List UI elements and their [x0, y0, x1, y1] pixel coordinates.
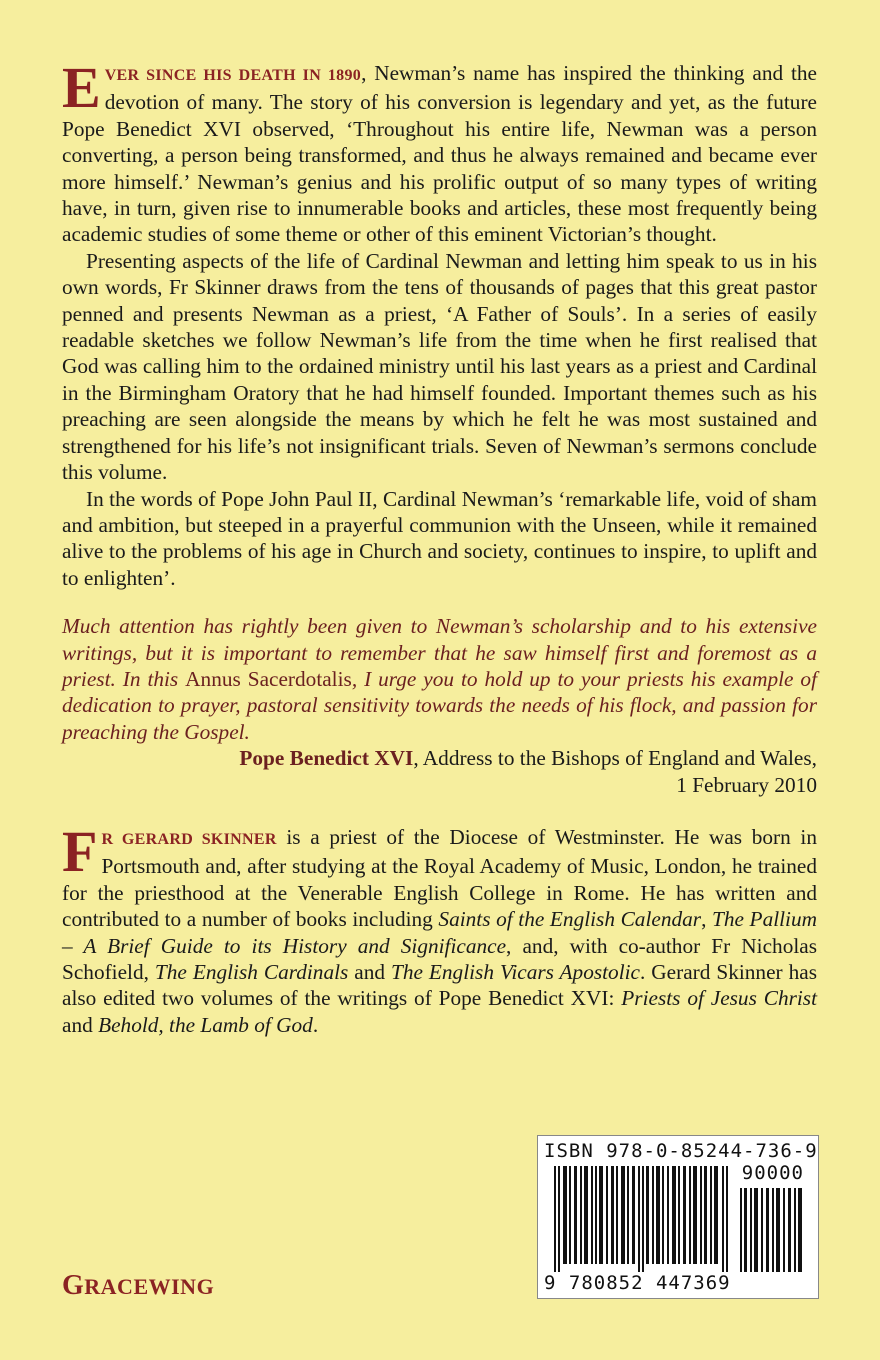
bio-text-5: . Gerard Skinner has also edited two volumes of the writings of Pope Benedict XVI:	[62, 960, 817, 1011]
drop-cap-f: F	[62, 818, 98, 884]
attribution-rest: , Address to the Bishops of England and Wales,	[413, 746, 817, 771]
isbn-text: ISBN 978-0-85244-736-9	[544, 1140, 818, 1162]
attribution-date: 1 February 2010	[676, 772, 817, 797]
publisher-initial: G	[62, 1270, 85, 1301]
publisher-rest: RACEWING	[84, 1274, 215, 1299]
quote-annus: Annus Sacerdotalis	[185, 666, 352, 691]
book-title-behold: Behold, the Lamb of God	[98, 1012, 313, 1037]
blurb-paragraph-1	[62, 55, 817, 248]
publisher-logo	[62, 1270, 214, 1302]
blurb-paragraph-3: In the words of Pope John Paul II, Cardinal Newman’s ‘remarkable life, void of sham and ambition, but steeped in a prayerful communion with the Unseen, while it remained alive to the problems of his age in Church and society, continues to inspire, to uplift and to enlighten’.	[62, 486, 817, 590]
back-cover-text	[62, 55, 818, 1038]
bio-text-4: and	[348, 960, 391, 984]
book-title-cardinals: The English Cardinals	[154, 960, 349, 984]
drop-cap-e: E	[62, 55, 101, 120]
blurb-p1-text: , Newman’s name has inspired the thinking and the devotion of many. The story of his conversion is legendary and yet, as the future Pope Benedict XVI observed, ‘Throughout his entire life, Newman was a person converting, a person being transformed, and thus he always remained and became ever more himself.’ Newman’s genius and his prolific output of so many types of writing have, in turn, given rise to innumerable books and articles, these most frequently being academic studies of some theme or other of this eminent Victorian’s thought.	[62, 61, 817, 247]
price-code: 90000	[741, 1162, 804, 1184]
author-bio	[62, 818, 818, 1038]
book-title-saints: Saints of the English Calendar	[438, 907, 702, 932]
benedict-quote	[62, 613, 817, 745]
isbn-barcode	[537, 1135, 819, 1299]
ean-digits: 9 780852 447369	[544, 1272, 731, 1294]
bio-text-3: , and, with co-author Fr Nicholas Schofield,	[62, 933, 818, 984]
book-title-pallium: The Pallium – A Brief Guide to its History and Significance	[62, 907, 817, 958]
addon-barcode-icon	[738, 1188, 804, 1272]
bio-text-2: ,	[701, 907, 712, 932]
bio-text-7: .	[312, 1012, 319, 1037]
book-title-priests: Priests of Jesus Christ	[621, 986, 817, 1011]
bio-text-1: is a priest of the Diocese of Westminster. He was born in Portsmouth and, after studying at the Royal Academy of Music, London, he trained for the priesthood at the Venerable English College in Rome. He has written and contributed to a number of books including	[62, 824, 817, 932]
author-name-small-caps: R GERARD SKINNER	[101, 830, 277, 848]
bio-text-6: and	[62, 1012, 99, 1037]
quote-attribution	[62, 745, 817, 771]
book-title-vicars: The English Vicars Apostolic	[390, 960, 640, 984]
opening-small-caps: VER SINCE HIS DEATH IN 1890	[104, 67, 362, 84]
blurb-paragraph-2: Presenting aspects of the life of Cardinal Newman and letting him speak to us in his own words, Fr Skinner draws from the tens of thousands of pages that this great pastor penned and presents Newman as a priest, ‘A Father of Souls’. In a series of easily readable sketches we follow Newman’s life from the time when he first realised that God was calling him to the ordained ministry until his last years as a priest and Cardinal in the Birmingham Oratory that he had himself founded. Important themes such as his preaching are seen alongside the means by which he felt he was most sustained and strengthened for his life’s not insignificant trials. Seven of Newman’s sermons conclude this volume.	[62, 248, 817, 485]
attribution-name: Pope Benedict XVI	[239, 746, 414, 771]
quote-part-1: Much attention has rightly been given to Newman’s scholarship and to his extensive writings, but it is important to remember that he saw himself first and foremost as a priest. In this	[62, 614, 817, 691]
ean-barcode-icon	[554, 1166, 734, 1272]
quote-part-2: , I urge you to hold up to your priests his example of dedication to prayer, pastoral sensitivity towards the needs of his flock, and passion for preaching the Gospel.	[62, 666, 817, 744]
